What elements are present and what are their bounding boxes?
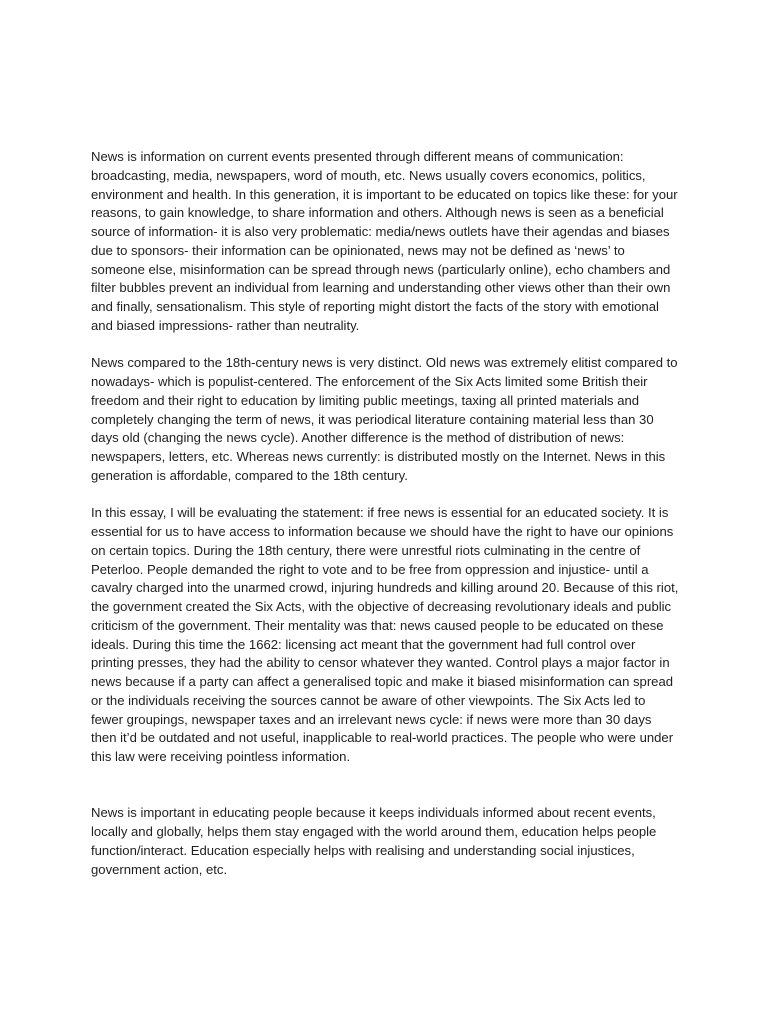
paragraph-spacer xyxy=(91,767,679,805)
paragraph-news-definition: News is information on current events presented through different means of communication: broadcasting, media, newspapers, word of mouth, etc. News usually covers economics, politics, environment and health. In this generation, it is important to be educated on topics like these: for your reasons, to gain knowledge, to share information and others. Although news is seen as a beneficial source of information- it is also very problematic: media/news outlets have their agendas and biases due to sponsors- their information can be opinionated, news may not be defined as ‘news’ to someone else, misinformation can be spread through news (particularly online), echo chambers and filter bubbles prevent an individual from learning and understanding other views other than their own and finally, sensationalism. This style of reporting might distort the facts of the story with emotional and biased impressions- rather than neutrality. xyxy=(91,149,678,333)
paragraph-spacer xyxy=(91,336,679,355)
paragraph-spacer xyxy=(91,486,679,505)
document-body xyxy=(91,148,679,879)
paragraph-news-education: News is important in educating people because it keeps individuals informed about recent events, locally and globally, helps them stay engaged with the world around them, education helps people function/interact. Education especially helps with realising and understanding social injustices, government action, etc. xyxy=(91,805,657,877)
paragraph-18th-century-comparison: News compared to the 18th-century news is very distinct. Old news was extremely elitist compared to nowadays- which is populist-centered. The enforcement of the Six Acts limited some British their freedom and their right to education by limiting public meetings, taxing all printed materials and completely changing the term of news, it was periodical literature containing material less than 30 days old (changing the news cycle). Another difference is the method of distribution of news: newspapers, letters, etc. Whereas news currently: is distributed mostly on the Internet. News in this generation is affordable, compared to the 18th century. xyxy=(91,355,678,483)
paragraph-essay-evaluation: In this essay, I will be evaluating the statement: if free news is essential for an educated society. It is essential for us to have access to information because we should have the right to have our opinions on certain topics. During the 18th century, there were unrestful riots culminating in the centre of Peterloo. People demanded the right to vote and to be free from oppression and injustice- until a cavalry charged into the unarmed crowd, injuring hundreds and killing around 20. Because of this riot, the government created the Six Acts, with the objective of decreasing revolutionary ideals and public criticism of the government. Their mentality was that: news caused people to be educated on these ideals. During this time the 1662: licensing act meant that the government had full control over printing presses, they had the ability to censor whatever they wanted. Control plays a major factor in news because if a party can affect a generalised topic and make it biased misinformation can spread or the individuals receiving the sources cannot be aware of other viewpoints. The Six Acts led to fewer groupings, newspaper taxes and an irrelevant news cycle: if news were more than 30 days then it’d be outdated and not useful, inapplicable to real-world practices. The people who were under this law were receiving pointless information. xyxy=(91,505,679,764)
